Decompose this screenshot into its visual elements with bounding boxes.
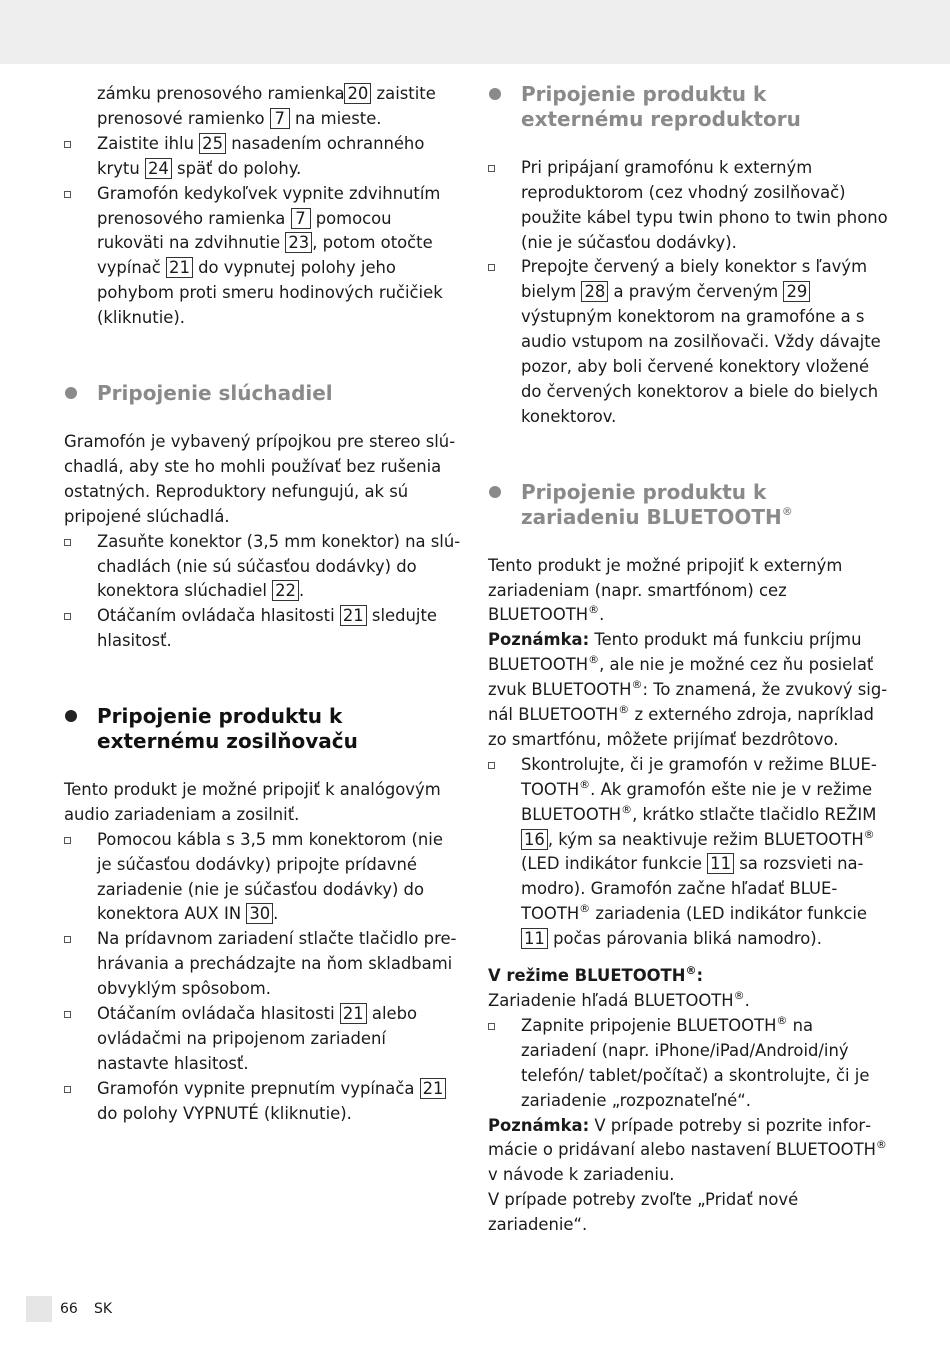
bt-note-2: Poznámka: V prípade potreby si pozrite informácie o pridávaní alebo nastavení BLUETOOTH® v návode k zariadeniu. bbox=[488, 1115, 887, 1185]
checkbox-marker-icon bbox=[488, 264, 495, 271]
list-item: Pomocou kábla s 3,5 mm konektorom (nie je súčasťou dodávky) pripojte prídavné zariadenie (nie je súčasťou dodávky) do konektora AUX IN 30 . bbox=[64, 828, 462, 928]
top-gray-bar bbox=[0, 0, 950, 64]
bt-mode-heading: V režime BLUETOOTH®: bbox=[488, 964, 704, 986]
note-label: Poznámka: bbox=[488, 1115, 590, 1135]
text: na mieste. bbox=[289, 108, 382, 128]
section-heading-bluetooth: Pripojenie produktu k zariadeniu BLUETOOTH® bbox=[488, 480, 888, 530]
bt-intro: Tento produkt je možné pripojiť k externým zariadeniam (napr. smartfónom) cez BLUETOOTH®. bbox=[488, 555, 843, 625]
bt-searching: Zariadenie hľadá BLUETOOTH®. bbox=[488, 989, 750, 1010]
note-label: Poznámka: bbox=[488, 630, 590, 650]
ref-box: 7 bbox=[291, 208, 311, 229]
list-item: Zapnite pripojenie BLUETOOTH® na zariadení (napr. iPhone/iPad/Android/iný telefón/ tablet/počítač) a skontrolujte, či je zariadenie „rozpoznateľné“. bbox=[488, 1014, 888, 1114]
section-heading-headphones: Pripojenie slúchadiel bbox=[64, 381, 462, 406]
bullet-dot-icon bbox=[65, 710, 77, 722]
list-item: Otáčaním ovládača hlasitosti 21 alebo ovládačmi na pripojenom zariadení nastavte hlasitosť. bbox=[64, 1002, 462, 1077]
list-item: Zaistite ihlu 25 nasadením ochranného krytu 24 späť do polohy. bbox=[64, 132, 462, 182]
amp-intro: Tento produkt je možné pripojiť k analógovým audio zariadeniam a zosilniť. bbox=[64, 779, 441, 824]
checkbox-marker-icon bbox=[64, 837, 71, 844]
list-item: Prepojte červený a biely konektor s ľavým bielym 28 a pravým červeným 29 výstupným konektorom na gramofóne a s audio vstupom na zosilňovači. Vždy dávajte pozor, aby boli červené konektory vložené do červených konektorov a biele do bielych konektorov. bbox=[488, 255, 888, 429]
checkbox-marker-icon bbox=[64, 191, 71, 198]
page-number: 66 bbox=[60, 1301, 78, 1317]
list-item: Otáčaním ovládača hlasitosti 21 sledujte hlasitosť. bbox=[64, 604, 462, 654]
section-heading-amplifier: Pripojenie produktu k externému zosilňovaču bbox=[64, 704, 462, 754]
ref-box: 22 bbox=[272, 580, 299, 601]
checkbox-marker-icon bbox=[64, 613, 71, 620]
ref-box: 11 bbox=[521, 928, 548, 949]
ref-box: 11 bbox=[707, 853, 734, 874]
bullet-dot-icon bbox=[65, 387, 77, 399]
bullet-dot-icon bbox=[489, 486, 501, 498]
checkbox-marker-icon bbox=[488, 762, 495, 769]
section-heading-speaker: Pripojenie produktu k externému reproduktoru bbox=[488, 82, 888, 132]
ref-box: 20 bbox=[344, 83, 371, 104]
ref-box: 7 bbox=[270, 108, 290, 129]
ref-box: 23 bbox=[285, 232, 312, 253]
checkbox-marker-icon bbox=[64, 539, 71, 546]
list-item: Pri pripájaní gramofónu k externým reproduktorom (cez vhodný zosilňovač) použite kábel typu twin phono to twin phono (nie je súčasťou dodávky). bbox=[488, 156, 888, 256]
bt-note: Poznámka: Tento produkt má funkciu príjmu BLUETOOTH®, ale nie je možné cez ňu posielať zvuk BLUETOOTH®: To znamená, že zvukový signál BLUETOOTH® z externého zdroja, napríklad zo smartfónu, môžete prijímať bezdrôtovo. bbox=[488, 630, 888, 749]
list-item: Gramofón kedykoľvek vypnite zdvihnutím prenosového ramienka 7 pomocou rukoväti na zdvihnutie 23 , potom otočte vypínač 21 do vypnutej polohy jeho pohybom proti smeru hodinových ručičiek (kliknutie). bbox=[64, 182, 462, 331]
footer-square bbox=[26, 1296, 52, 1322]
intro-continuation bbox=[64, 82, 462, 132]
ref-box: 30 bbox=[246, 903, 273, 924]
ref-box: 25 bbox=[199, 133, 226, 154]
ref-box: 24 bbox=[145, 158, 172, 179]
list-item: Na prídavnom zariadení stlačte tlačidlo prehrávania a prechádzajte na ňom skladbami obvyklým spôsobom. bbox=[64, 927, 462, 1002]
checkbox-marker-icon bbox=[64, 936, 71, 943]
checkbox-marker-icon bbox=[488, 165, 495, 172]
ref-box: 28 bbox=[581, 281, 608, 302]
list-item: Gramofón vypnite prepnutím vypínača 21 do polohy VYPNUTÉ (kliknutie). bbox=[64, 1077, 462, 1127]
ref-box: 21 bbox=[420, 1078, 447, 1099]
checkbox-marker-icon bbox=[64, 141, 71, 148]
ref-box: 21 bbox=[166, 257, 193, 278]
checkbox-marker-icon bbox=[64, 1011, 71, 1018]
headphones-intro: Gramofón je vybavený prípojkou pre stereo slúchadlá, aby ste ho mohli používať bez rušenia ostatných. Reproduktory nefungujú, ak sú pripojené slúchadlá. bbox=[64, 431, 456, 526]
ref-box: 29 bbox=[783, 281, 810, 302]
checkbox-marker-icon bbox=[488, 1023, 495, 1030]
checkbox-marker-icon bbox=[64, 1086, 71, 1093]
ref-box: 21 bbox=[340, 605, 367, 626]
list-item: Skontrolujte, či je gramofón v režime BLUETOOTH®. Ak gramofón ešte nie je v režime BLUETOOTH®, krátko stlačte tlačidlo REŽIM 16 , kým sa neaktivuje režim BLUETOOTH® (LED indikátor funkcie 11 sa rozsvieti namodro). Gramofón začne hľadať BLUETOOTH® zariadenia (LED indikátor funkcie 11 počas párovania bliká namodro). bbox=[488, 753, 888, 952]
ref-box: 21 bbox=[340, 1003, 367, 1024]
text: zaistite prenosové ramienko bbox=[97, 84, 436, 128]
bullet-dot-icon bbox=[489, 88, 501, 100]
left-column bbox=[64, 82, 462, 1127]
right-column bbox=[488, 82, 888, 1238]
bt-last-line: V prípade potreby zvoľte „Pridať nové zariadenie“. bbox=[488, 1190, 799, 1235]
list-item: Zasuňte konektor (3,5 mm konektor) na slúchadlách (nie sú súčasťou dodávky) do konektora slúchadiel 22 . bbox=[64, 530, 462, 605]
language-code: SK bbox=[94, 1301, 113, 1317]
ref-box: 16 bbox=[521, 829, 548, 850]
text: zámku prenosového ramienka bbox=[97, 84, 345, 103]
